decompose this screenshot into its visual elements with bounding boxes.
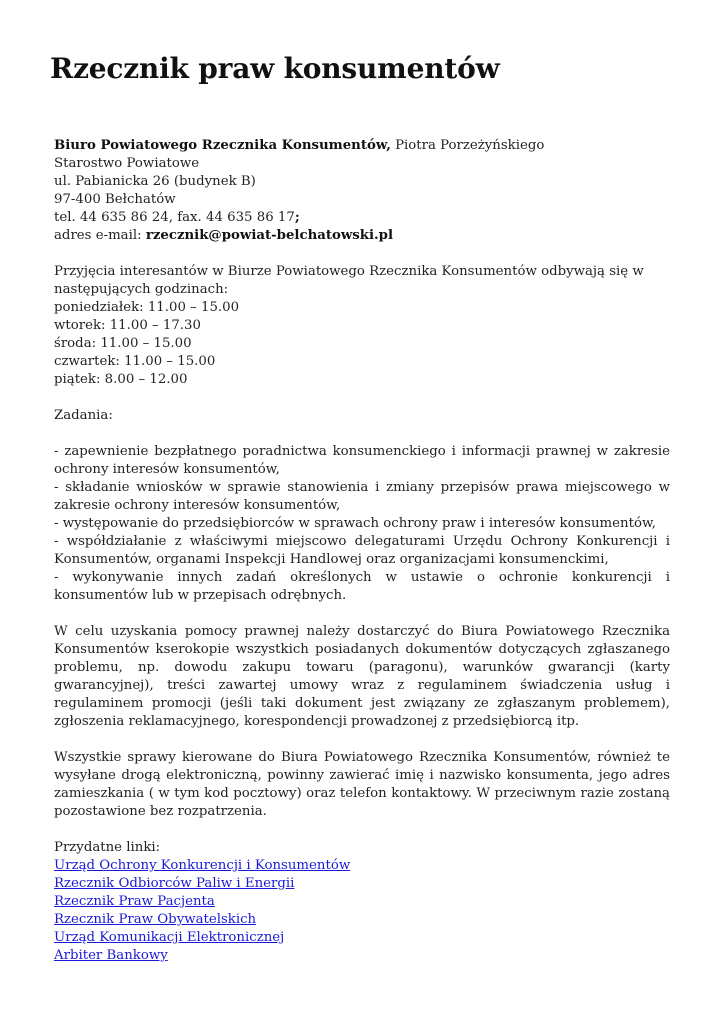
hours-day: poniedziałek: 11.00 – 15.00: [54, 300, 240, 315]
contact-phone-suffix: ;: [294, 210, 300, 225]
tasks-list: [54, 443, 670, 605]
contact-block: [54, 137, 670, 245]
contact-phone-line: [54, 209, 670, 227]
useful-links: [54, 839, 670, 965]
hours-intro-1: Przyjęcia interesantów w Biurze Powiatowego Rzecznika Konsumentów odbywają się w: [54, 264, 644, 279]
office-hours-block: [54, 263, 670, 389]
contact-email-label: adres e-mail:: [54, 228, 146, 243]
task-item: - współdziałanie z właściwymi miejscowo delegaturami Urzędu Ochrony Konkurencji i Konsumentów, organami Inspekcji Handlowej oraz organizacjami konsumenckimi,: [54, 534, 670, 567]
link-rzecznik-odbiorcow-paliw[interactable]: Rzecznik Odbiorców Paliw i Energii: [54, 876, 295, 891]
contact-office-line: [54, 137, 670, 155]
contact-city: 97-400 Bełchatów: [54, 192, 176, 207]
task-item: - zapewnienie bezpłatnego poradnictwa konsumenckiego i informacji prawnej w zakresie ochrony interesów konsumentów,: [54, 444, 670, 477]
contact-email: rzecznik@powiat-belchatowski.pl: [145, 228, 394, 243]
task-item: - składanie wniosków w sprawie stanowienia i zmiany przepisów prawa miejscowego w zakresie ochrony interesów konsumentów,: [54, 480, 670, 513]
tasks-heading: Zadania:: [54, 408, 113, 423]
contact-email-line: [54, 227, 670, 245]
page-title: Rzecznik praw konsumentów: [50, 52, 500, 85]
cases-paragraph: Wszystkie sprawy kierowane do Biura Powiatowego Rzecznika Konsumentów, również te wysyłane drogą elektroniczną, powinny zawierać imię i nazwisko konsumenta, jego adres zamieszkania ( w tym kod pocztowy) oraz telefon kontaktowy. W przeciwnym razie zostaną pozostawione bez rozpatrzenia.: [54, 750, 670, 819]
hours-intro-2: następujących godzinach:: [54, 282, 229, 297]
link-uke[interactable]: Urząd Komunikacji Elektronicznej: [54, 930, 285, 945]
link-rzecznik-praw-obywatelskich[interactable]: Rzecznik Praw Obywatelskich: [54, 912, 257, 927]
article-body: [54, 137, 670, 965]
hours-day: czwartek: 11.00 – 15.00: [54, 354, 216, 369]
hours-day: wtorek: 11.00 – 17.30: [54, 318, 201, 333]
office-person: Piotra Porzeżyńskiego: [390, 138, 545, 153]
task-item: - występowanie do przedsiębiorców w sprawach ochrony praw i interesów konsumentów,: [54, 516, 656, 531]
contact-street: ul. Pabianicka 26 (budynek B): [54, 174, 256, 189]
hours-day: środa: 11.00 – 15.00: [54, 336, 192, 351]
contact-institution: Starostwo Powiatowe: [54, 156, 200, 171]
links-heading: Przydatne linki:: [54, 840, 161, 855]
link-arbiter-bankowy[interactable]: Arbiter Bankowy: [54, 948, 168, 963]
task-item: - wykonywanie innych zadań określonych w ustawie o ochronie konkurencji i konsumentów lub w przepisach odrębnych.: [54, 570, 670, 603]
help-paragraph: W celu uzyskania pomocy prawnej należy dostarczyć do Biura Powiatowego Rzecznika Konsumentów kserokopie wszystkich posiadanych dokumentów dotyczących zgłaszanego problemu, np. dowodu zakupu towaru (paragonu), warunków gwarancji (karty gwarancyjnej), treści zawartej umowy wraz z regulaminem świadczenia usług i regulaminem promocji (jeśli taki dokument jest związany ze zgłaszanym problemem), zgłoszenia reklamacyjnego, korespondencji prowadzonej z przedsiębiorcą itp.: [54, 624, 670, 729]
contact-phone: tel. 44 635 86 24, fax. 44 635 86 17: [54, 210, 295, 225]
link-uokik[interactable]: Urząd Ochrony Konkurencji i Konsumentów: [54, 858, 351, 873]
link-rzecznik-praw-pacjenta[interactable]: Rzecznik Praw Pacjenta: [54, 894, 215, 909]
hours-day: piątek: 8.00 – 12.00: [54, 372, 188, 387]
office-name: Biuro Powiatowego Rzecznika Konsumentów,: [54, 138, 391, 153]
